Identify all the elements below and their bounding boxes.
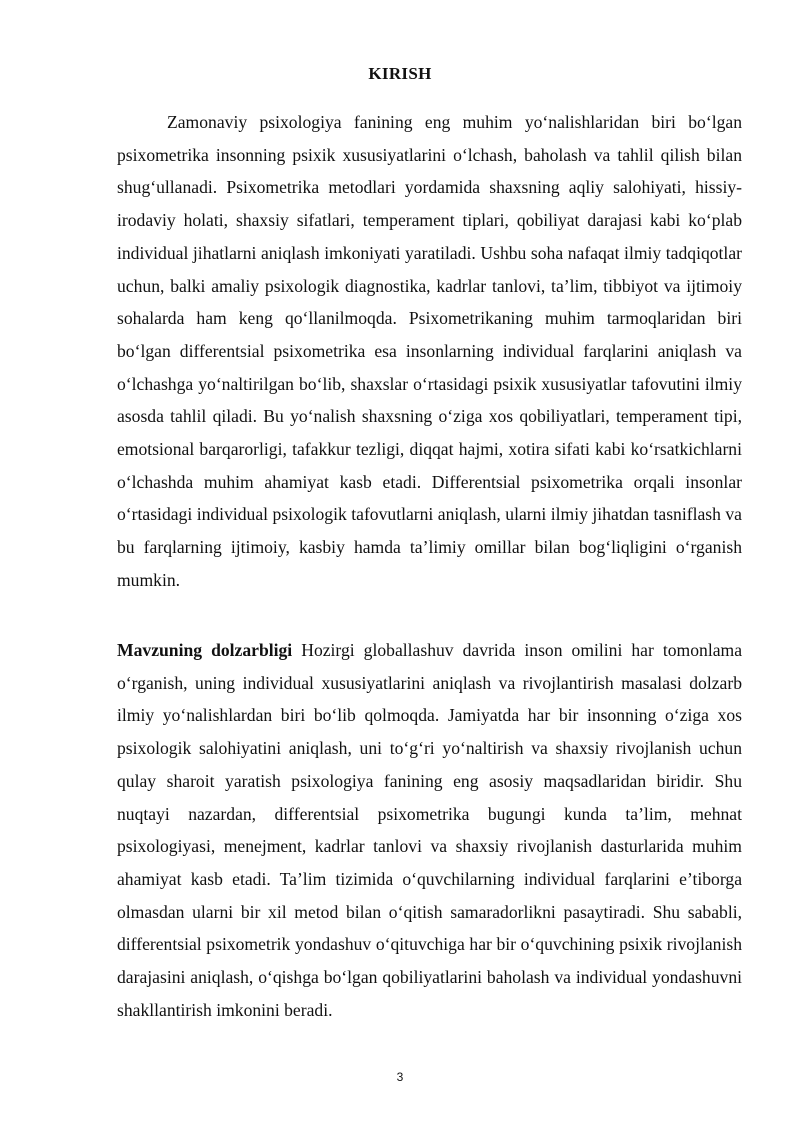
relevance-paragraph-text: Hozirgi globallashuv davrida inson omilini har tomonlama o‘rganish, uning individual xususiyatlarini aniqlash va rivojlantirish masalasi dolzarb ilmiy yo‘nalishlardan biri bo‘lib qolmoqda. Jamiyatda har bir insonning o‘ziga xos psixologik salohiyatini aniqlash, uni to‘g‘ri yo‘naltirish va shaxsiy rivojlanish uchun qulay sharoit yaratish psixologiya fanining eng asosiy maqsadlaridan biridir. Shu nuqtayi nazardan, differentsial psixometrika bugungi kunda ta’lim, mehnat psixologiyasi, menejment, kadrlar tanlovi va shaxsiy rivojlanish dasturlarida muhim ahamiyat kasb etadi. Ta’lim tizimida o‘quvchilarning individual farqlarini e’tiborga olmasdan ularni bir xil metod bilan o‘qitish samaradorlikni pasaytiradi. Shu sababli, differentsial psixometrik yondashuv o‘qituvchiga har bir o‘quvchining psixik rivojlanish darajasini aniqlash, o‘qishga bo‘lgan qobiliyatlarini baholash va individual yondashuvni shakllantirish imkonini beradi. (117, 640, 743, 1020)
intro-paragraph (117, 106, 742, 597)
intro-paragraph-text: Zamonaviy psixologiya fanining eng muhim yo‘nalishlaridan biri bo‘lgan psixometrika insonning psixik xususiyatlarini o‘lchash, baholash va tahlil qilish bilan shug‘ullanadi. Psixometrika metodlari yordamida shaxsning aqliy salohiyati, hissiy-irodaviy holati, shaxsiy sifatlari, temperament tiplari, qobiliyat darajasi kabi ko‘plab individual jihatlarni aniqlash imkoniyati yaratiladi. Ushbu soha nafaqat ilmiy tadqiqotlar uchun, balki amaliy psixologik diagnostika, kadrlar tanlovi, ta’lim, tibbiyot va ijtimoiy sohalarda ham keng qo‘llanilmoqda. Psixometrikaning muhim tarmoqlaridan biri bo‘lgan differentsial psixometrika esa insonlarning individual farqlarini aniqlash va o‘lchashga yo‘naltirilgan bo‘lib, shaxslar o‘rtasidagi psixik xususiyatlar tafovutini ilmiy asosda tahlil qiladi. Bu yo‘nalish shaxsning o‘ziga xos qobiliyatlari, temperament tipi, emotsional barqarorligi, tafakkur tezligi, diqqat hajmi, xotira sifati kabi ko‘rsatkichlarni o‘lchashda muhim ahamiyat kasb etadi. Differentsial psixometrika orqali insonlar o‘rtasidagi individual psixologik tafovutlarni aniqlash, ularni ilmiy jihatdan tasniflash va bu farqlarning ijtimoiy, kasbiy hamda ta’limiy omillar bilan bog‘liqligini o‘rganish mumkin. (117, 112, 742, 590)
relevance-paragraph (117, 634, 742, 1026)
relevance-heading: Mavzuning dolzarbligi (117, 640, 293, 660)
page-title: KIRISH (368, 64, 432, 83)
page-number: 3 (396, 1070, 404, 1084)
